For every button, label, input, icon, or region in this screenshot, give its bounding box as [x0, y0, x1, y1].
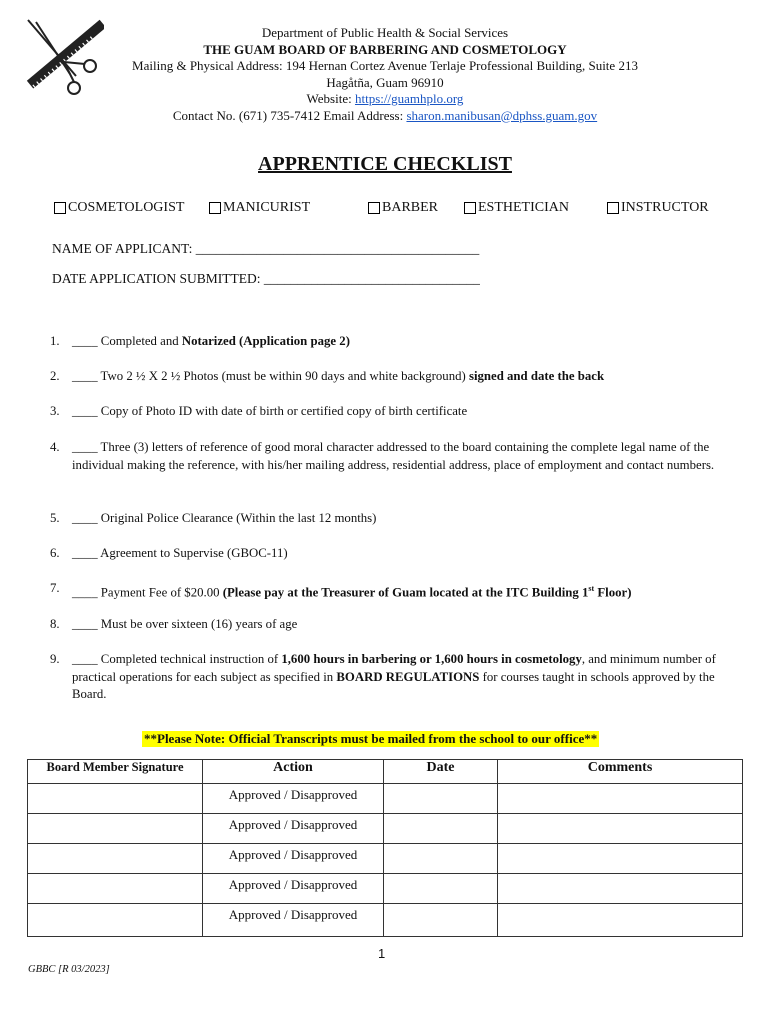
item-text: ____ Original Police Clearance (Within the last 12 months) [72, 511, 377, 525]
transcript-note: **Please Note: Official Transcripts must be mailed from the school to our office** [144, 731, 598, 746]
superscript: st [588, 584, 595, 593]
item-text-bold: (Please pay at the Treasurer of Guam located at the ITC Building 1 [222, 585, 589, 600]
date-cell[interactable] [384, 874, 498, 904]
item-number: 8. [50, 617, 60, 631]
item-text-bold: signed and date the back [468, 369, 605, 383]
item-text-bold: Floor) [594, 585, 632, 600]
page-title: APPRENTICE CHECKLIST [258, 153, 512, 175]
date-cell[interactable] [384, 814, 498, 844]
table-row [28, 814, 743, 844]
table-row [28, 844, 743, 874]
item-text: ____ Completed and [72, 334, 182, 348]
website-line [0, 91, 770, 108]
item-number: 2. [50, 369, 60, 383]
letterhead [0, 25, 770, 124]
item-text: ____ Three (3) letters of reference of good moral character addressed to the board containing the complete legal name of the individual making the reference, with his/her mailing address, residential address, place of employment and contact numbers. [72, 440, 715, 472]
item-number: 1. [50, 334, 60, 348]
checkbox-esthetician[interactable] [464, 200, 569, 216]
comments-cell[interactable] [498, 874, 743, 904]
item-text: , and minimum number of practical operations for each subject as specified in [72, 652, 716, 684]
table-row [28, 784, 743, 814]
city-line: Hagåtña, Guam 96910 [326, 74, 444, 90]
email-link[interactable]: sharon.manibusan@dphss.guam.gov [406, 107, 598, 123]
department-name: Department of Public Health & Social Services [261, 25, 509, 40]
checklist-item-4 [50, 439, 740, 474]
website-label: Website: [306, 91, 355, 106]
col-header-signature: Board Member Signature [28, 760, 203, 784]
website-link[interactable]: https://guamhplo.org [354, 91, 464, 106]
item-text-bold: Notarized (Application page 2) [181, 334, 350, 348]
item-text-bold: 1,600 hours in barbering or 1,600 hours in cosmetology [281, 652, 582, 666]
checklist-item-5 [50, 510, 740, 528]
date-cell[interactable] [384, 844, 498, 874]
contact-label: Contact No. (671) 735-7412 Email Address: [172, 107, 407, 123]
item-text: ____ Payment Fee of $20.00 [72, 585, 223, 600]
checkbox-label: COSMETOLOGIST [68, 200, 185, 215]
table-header-row [28, 760, 743, 784]
item-text: ____ Completed technical instruction of [72, 652, 282, 666]
signature-cell[interactable] [28, 844, 203, 874]
date-cell[interactable] [384, 784, 498, 814]
item-number: 3. [50, 404, 60, 418]
item-text-bold: BOARD REGULATIONS [336, 669, 480, 684]
action-cell[interactable]: Approved / Disapproved [203, 844, 384, 874]
checkbox-box[interactable] [368, 202, 380, 214]
item-text: for courses taught in schools approved by the Board. [72, 669, 715, 701]
item-number: 7. [50, 581, 60, 595]
item-text: ____ Must be over sixteen (16) years of age [72, 617, 298, 631]
table-row [28, 904, 743, 937]
comments-cell[interactable] [498, 844, 743, 874]
form-revision-footer: GBBC [R 03/2023] [28, 964, 110, 975]
action-cell[interactable]: Approved / Disapproved [203, 784, 384, 814]
signature-cell[interactable] [28, 874, 203, 904]
checkbox-label: BARBER [382, 200, 439, 215]
signature-cell[interactable] [28, 784, 203, 814]
checkbox-label: ESTHETICIAN [478, 200, 569, 215]
address-line: Mailing & Physical Address: 194 Hernan Cortez Avenue Terlaje Professional Building, Suite 213 [132, 58, 638, 73]
date-cell[interactable] [384, 904, 498, 937]
page-number: 1 [378, 946, 386, 961]
col-header-date: Date [384, 760, 498, 784]
checklist-item-2 [50, 368, 740, 386]
col-header-comments: Comments [498, 760, 743, 784]
action-cell[interactable]: Approved / Disapproved [203, 814, 384, 844]
comments-cell[interactable] [498, 814, 743, 844]
checkbox-box[interactable] [464, 202, 476, 214]
checkbox-label: INSTRUCTOR [621, 200, 709, 215]
checklist-item-8 [50, 616, 740, 634]
comments-cell[interactable] [498, 904, 743, 937]
signature-cell[interactable] [28, 814, 203, 844]
item-text: ____ Agreement to Supervise (GBOC-11) [72, 546, 288, 560]
checkbox-box[interactable] [54, 202, 66, 214]
col-header-action: Action [203, 760, 384, 784]
checkbox-barber[interactable] [368, 200, 438, 216]
checkbox-box[interactable] [209, 202, 221, 214]
checklist-item-9 [50, 651, 740, 704]
checkbox-label: MANICURIST [223, 200, 311, 215]
table-row [28, 874, 743, 904]
item-number: 5. [50, 511, 60, 525]
item-number: 4. [50, 440, 60, 454]
item-text: ____ Two 2 ½ X 2 ½ Photos (must be within 90 days and white background) [72, 369, 469, 383]
applicant-name-field[interactable]: NAME OF APPLICANT: __________________________________________ [52, 241, 480, 256]
action-cell[interactable]: Approved / Disapproved [203, 874, 384, 904]
checkbox-manicurist[interactable] [209, 200, 310, 216]
signature-cell[interactable] [28, 904, 203, 937]
checkbox-cosmetologist[interactable] [54, 200, 184, 216]
checklist-item-3 [50, 403, 740, 421]
item-number: 9. [50, 652, 60, 666]
checkbox-box[interactable] [607, 202, 619, 214]
checkbox-instructor[interactable] [607, 200, 709, 216]
board-name: THE GUAM BOARD OF BARBERING AND COSMETOLOGY [203, 41, 567, 57]
item-text: ____ Copy of Photo ID with date of birth or certified copy of birth certificate [72, 404, 468, 418]
checklist-item-6 [50, 545, 740, 563]
action-cell[interactable]: Approved / Disapproved [203, 904, 384, 937]
checklist-item-7 [50, 580, 740, 602]
date-submitted-field[interactable]: DATE APPLICATION SUBMITTED: ________________________________ [52, 271, 480, 286]
item-number: 6. [50, 546, 60, 560]
contact-line [0, 108, 770, 125]
checklist-item-1 [50, 333, 740, 351]
comments-cell[interactable] [498, 784, 743, 814]
approval-table [27, 759, 743, 937]
